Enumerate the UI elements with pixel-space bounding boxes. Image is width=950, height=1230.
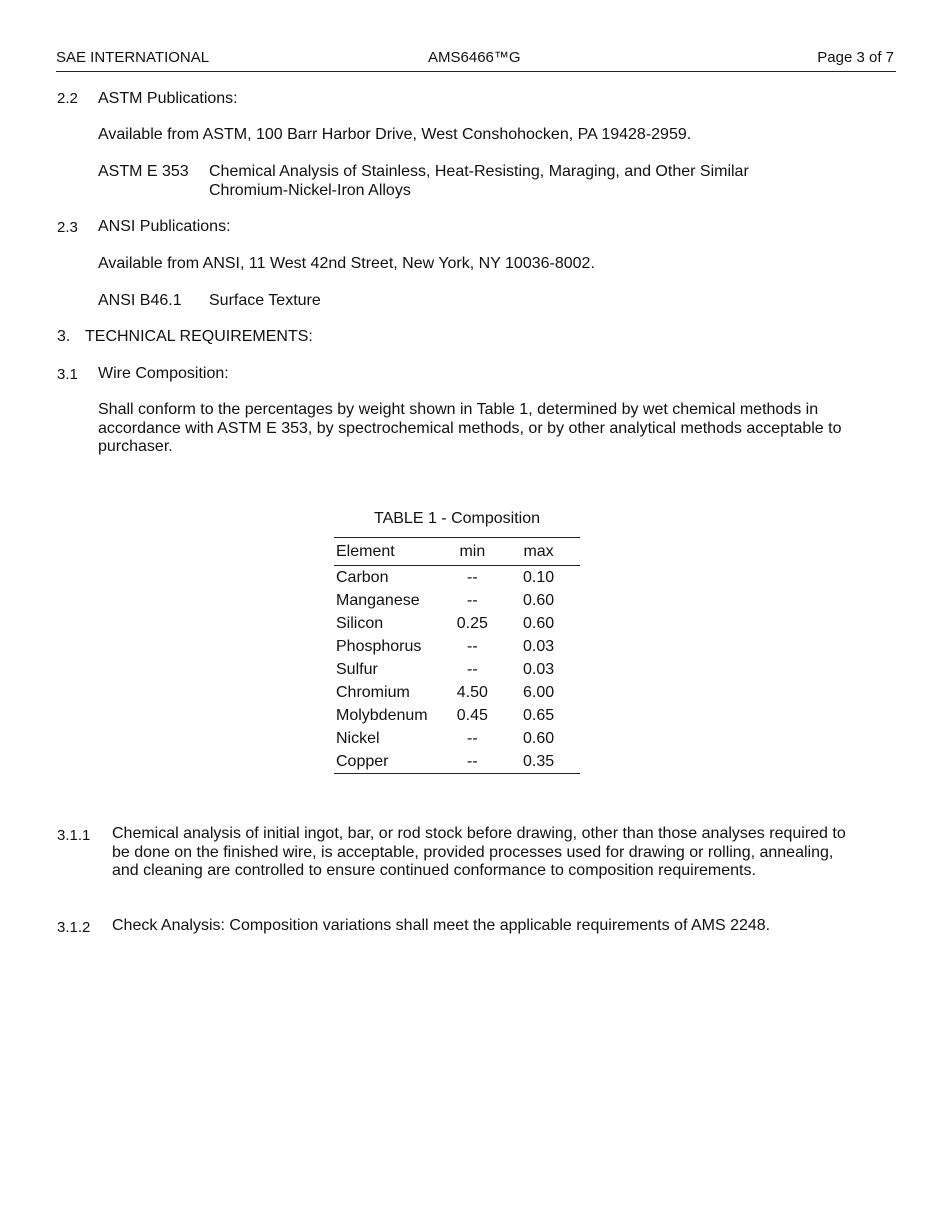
min-cell: 0.45: [456, 706, 488, 724]
min-cell: --: [467, 591, 478, 609]
ansi-ref-title: Surface Texture: [209, 292, 321, 309]
min-cell: --: [448, 750, 498, 774]
element-cell: Phosphorus: [336, 637, 422, 655]
max-cell: 0.03: [522, 660, 555, 678]
max-cell: 0.60: [522, 614, 555, 632]
astm-ref-code: ASTM E 353: [98, 163, 189, 180]
column-header-max: max: [497, 538, 580, 566]
min-cell: --: [467, 660, 478, 678]
table-row: [334, 704, 580, 727]
min-cell: --: [467, 729, 478, 747]
max-cell: 6.00: [522, 683, 555, 701]
section-2-3-number: 2.3: [57, 219, 78, 236]
section-3-1-1-number: 3.1.1: [57, 827, 91, 844]
section-2-3-title: ANSI Publications:: [98, 218, 231, 235]
astm-ref-title-line-1: Chemical Analysis of Stainless, Heat-Resisting, Maraging, and Other Similar: [209, 163, 749, 180]
header-divider: [56, 71, 896, 72]
max-cell: 0.60: [522, 729, 555, 747]
element-cell: Carbon: [336, 568, 389, 586]
section-2-2-number: 2.2: [57, 90, 78, 107]
table-row: [334, 589, 580, 612]
table-row: [334, 727, 580, 750]
element-cell: Chromium: [336, 683, 410, 701]
table-row: [334, 566, 580, 590]
header-doc-id: AMS6466™G: [428, 49, 521, 66]
header-page-number: Page 3 of 7: [817, 49, 894, 66]
table-1-caption: TABLE 1 - Composition: [374, 510, 540, 527]
table-header-row: [334, 538, 580, 566]
max-cell: 0.10: [522, 568, 555, 586]
max-cell: 0.03: [522, 637, 555, 655]
section-3-1-text: Shall conform to the percentages by weight shown in Table 1, determined by wet chemical methods in accordance with ASTM E 353, by spectrochemical methods, or by other analytical methods acceptable to purchaser.: [98, 401, 842, 455]
min-cell: 0.25: [456, 614, 488, 632]
ansi-ref-code: ANSI B46.1: [98, 292, 182, 309]
min-cell: 4.50: [456, 683, 488, 701]
table-row: [334, 750, 580, 774]
section-3-1-title: Wire Composition:: [98, 365, 229, 382]
section-3-1-2-number: 3.1.2: [57, 919, 91, 936]
header-org: SAE INTERNATIONAL: [56, 49, 210, 66]
section-3-1-2-text: Check Analysis: Composition variations shall meet the applicable requirements of AMS 2248.: [112, 917, 771, 934]
element-cell: Molybdenum: [336, 706, 428, 724]
column-header-min: min: [448, 538, 498, 566]
column-header-element: Element: [334, 538, 448, 566]
max-cell: 0.35: [497, 750, 580, 774]
min-cell: --: [467, 637, 478, 655]
section-3-title: TECHNICAL REQUIREMENTS:: [85, 328, 313, 345]
composition-table: [334, 537, 580, 774]
element-cell: Silicon: [336, 614, 384, 632]
table-row: [334, 658, 580, 681]
table-row: [334, 681, 580, 704]
element-cell: Manganese: [336, 591, 420, 609]
astm-availability: Available from ASTM, 100 Barr Harbor Drive, West Conshohocken, PA 19428-2959.: [98, 126, 692, 143]
ansi-availability: Available from ANSI, 11 West 42nd Street, New York, NY 10036-8002.: [98, 255, 595, 272]
section-2-2-title: ASTM Publications:: [98, 90, 238, 107]
table-row: [334, 612, 580, 635]
element-cell: Copper: [334, 750, 448, 774]
section-3-1-number: 3.1: [57, 366, 78, 383]
element-cell: Nickel: [336, 729, 380, 747]
max-cell: 0.60: [522, 591, 555, 609]
element-cell: Sulfur: [336, 660, 378, 678]
astm-ref-title-line-2: Chromium-Nickel-Iron Alloys: [209, 182, 411, 199]
min-cell: --: [467, 568, 478, 586]
max-cell: 0.65: [522, 706, 555, 724]
section-3-1-1-text: Chemical analysis of initial ingot, bar, or rod stock before drawing, other than those analyses required to be done on the finished wire, is acceptable, provided processes used for drawing or rolling, annealing, and cleaning are controlled to ensure continued conformance to composition requirements.: [112, 825, 846, 879]
section-3-number: 3.: [57, 328, 71, 345]
table-row: [334, 635, 580, 658]
